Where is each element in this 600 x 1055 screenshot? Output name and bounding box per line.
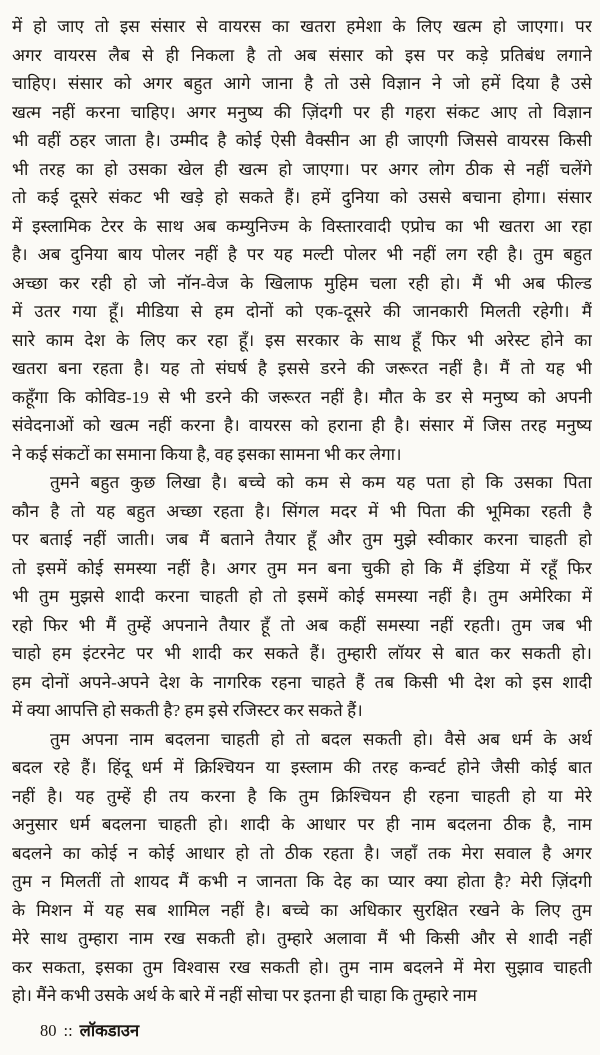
text-line: में क्या आपत्ति हो सकती है? हम इसे रजिस्टर कर सकते हैं। <box>12 701 363 720</box>
footer-separator: :: <box>63 1020 73 1040</box>
text-line: के मिशन में यह सब शामिल नहीं है। बच्चे का अधिकार सुरक्षित रखने के लिए तुम <box>12 900 592 920</box>
text-line: हम दोनों अपने-अपने देश के नागरिक रहना चाहते हैं तब किसी भी देश को इस शादी <box>12 672 592 692</box>
text-line: कर सकता, इसका तुम विश्वास रख सकती हो। तुम नाम बदलने में मेरा सुझाव चाहती <box>12 957 592 977</box>
text-line: कौन है तो यह बहुत अच्छा रहता है। सिंगल मदर में भी पिता की भूमिका रहती है <box>12 501 592 521</box>
text-line: रहो फिर भी मैं तुम्हें अपनाने तैयार हूँ तो अब कहीं समस्या नहीं रहती। तुम जब भी <box>12 615 592 635</box>
text-line: अगर वायरस लैब से ही निकला है तो अब संसार को इस पर कड़े प्रतिबंध लगाने <box>12 45 592 65</box>
text-line: ने कई संकटों का समाना किया है, वह इसका सामना भी कर लेगा। <box>12 444 402 464</box>
text-line: अनुसार धर्म बदलना चाहती हो। शादी के आधार पर ही नाम बदलना ठीक है, नाम <box>12 815 592 834</box>
text-line: तुम अपना नाम बदलना चाहती हो तो बदल सकती हो। वैसे अब धर्म के अर्थ <box>50 729 592 749</box>
text-line: तुम न मिलतीं तो शायद मैं कभी न जानता कि देह का प्यार क्या होता है? मेरी ज़िंदगी <box>12 872 592 891</box>
paragraph <box>12 13 592 469</box>
text-line: खत्म नहीं करना चाहिए। अगर मनुष्य की ज़िंदगी पर ही गहरा संकट आए तो विज्ञान <box>12 102 592 122</box>
book-title: लॉकडाउन <box>79 1020 140 1040</box>
text-line: भी तुम मुझसे शादी करना चाहती हो तो इसमें कोई समस्या नहीं है। तुम अमेरिका में <box>12 587 592 606</box>
paragraph <box>12 469 592 726</box>
text-line: पर बताई नहीं जाती। जब मैं बताने तैयार हूँ और तुम मुझे स्वीकार करना चाहती हो <box>12 530 592 549</box>
text-line: भी तरह का हो उसका खेल ही खत्म हो जाएगा। पर अगर लोग ठीक से नहीं चलेंगे <box>12 159 592 179</box>
text-line: कहूँगा कि कोविड-19 से भी डरने की जरूरत नहीं है। मौत के डर से मनुष्य को अपनी <box>12 387 592 407</box>
text-line: सारे काम देश के लिए कर रहा हूँ। इस सरकार के साथ हूँ फिर भी अरेस्ट होने का <box>12 330 592 350</box>
page-number: 80 <box>40 1020 57 1040</box>
text-line: बदलने का कोई न कोई आधार हो तो ठीक रहता है। जहाँ तक मेरा सवाल है अगर <box>12 843 592 863</box>
paragraph <box>12 726 592 1011</box>
text-line: खतरा बना रहता है। यह तो संघर्ष है इससे डरने की जरूरत नहीं है। मैं तो यह भी <box>12 359 592 378</box>
text-line: संवेदनाओं को खत्म नहीं करना है। वायरस को हराना ही है। संसार में जिस तरह मनुष्य <box>12 416 592 435</box>
text-line: अच्छा कर रही हो जो नॉन-वेज के खिलाफ मुहिम चला रही हो। मैं भी अब फील्ड <box>12 273 592 293</box>
text-line: भी वहीं ठहर जाता है। उम्मीद है कोई ऐसी वैक्सीन आ ही जाएगी जिससे वायरस किसी <box>12 131 592 150</box>
text-line: तुमने बहुत कुछ लिखा है। बच्चे को कम से कम यह पता हो कि उसका पिता <box>50 473 592 492</box>
text-line: तो इसमें कोई समस्या नहीं है। अगर तुम मन बना चुकी हो कि मैं इंडिया में रहूँ फिर <box>12 558 592 578</box>
page-body <box>12 13 592 1011</box>
text-line: में उतर गया हूँ। मीडिया से हम दोनों को एक-दूसरे की जानकारी मिलती रहेगी। मैं <box>12 302 592 321</box>
text-line: में हो जाए तो इस संसार से वायरस का खतरा हमेशा के लिए खत्म हो जाएगा। पर <box>12 17 592 36</box>
text-line: मेरे साथ तुम्हारा नाम रख सकती हो। तुम्हारे अलावा मैं भी किसी और से शादी नहीं <box>12 929 592 948</box>
text-line: चाहो हम इंटरनेट पर भी शादी कर सकते हैं। तुम्हारी लॉयर से बात कर सकती हो। <box>12 644 592 663</box>
text-line: तो कई दूसरे संकट भी खड़े हो सकते हैं। हमें दुनिया को उससे बचाना होगा। संसार <box>12 188 592 207</box>
text-line: है। अब दुनिया बाय पोलर नहीं है पर यह मल्टी पोलर भी नहीं लग रही है। तुम बहुत <box>12 245 592 264</box>
text-line: बदल रहे हैं। हिंदू धर्म में क्रिश्चियन या इस्लाम की तरह कन्वर्ट होने जैसी कोई बात <box>12 758 592 777</box>
text-line: में इस्लामिक टेरर के साथ अब कम्युनिज्म के विस्तारवादी एप्रोच का भी खतरा आ रहा <box>12 216 592 236</box>
text-line: चाहिए। संसार को अगर बहुत आगे जाना है तो उसे विज्ञान ने जो हमें दिया है उसे <box>12 74 592 93</box>
page-footer <box>12 1018 592 1044</box>
text-line: हो। मैंने कभी उसके अर्थ के बारे में नहीं सोचा पर इतना ही चाहा कि तुम्हारे नाम <box>12 986 478 1005</box>
text-line: नहीं है। यह तुम्हें ही तय करना है कि तुम क्रिश्चियन ही रहना चाहती हो या मेरे <box>12 786 592 806</box>
